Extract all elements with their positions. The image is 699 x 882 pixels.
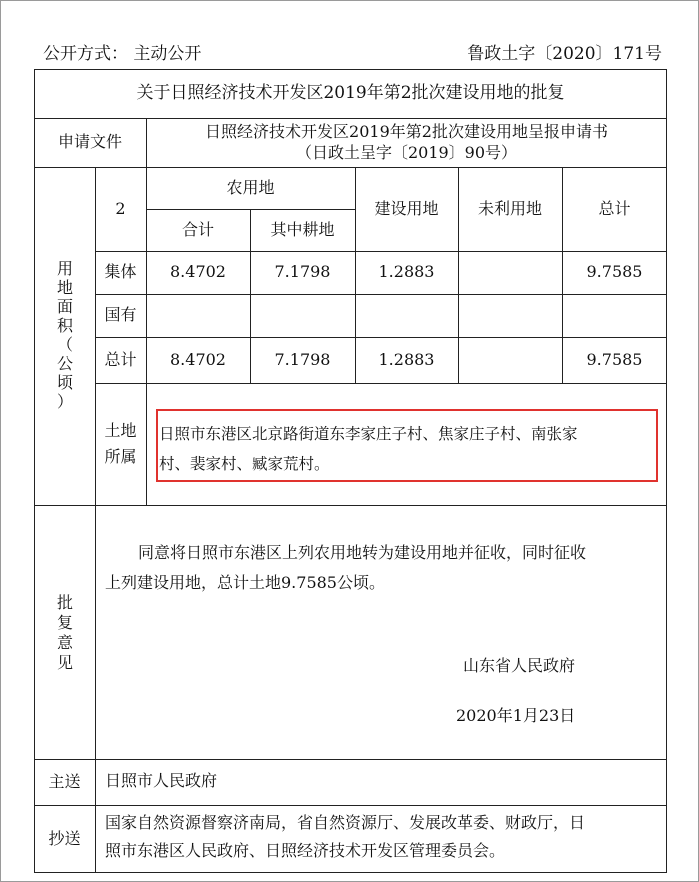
cell-subtotal: 8.4702: [170, 262, 226, 282]
cc-label: 抄送: [48, 828, 81, 848]
application-line2: （日政土呈字〔2019〕90号）: [295, 142, 518, 162]
cell-construction: 1.2883: [378, 262, 435, 282]
col-construction-header: 建设用地: [374, 198, 439, 218]
opinion-text: [105, 538, 660, 598]
main-recipient-label: 主送: [48, 771, 81, 791]
ownership-line1: 日照市东港区北京路街道东李家庄子村、焦家庄子村、南张家: [159, 425, 578, 443]
cell-unused: [458, 251, 562, 294]
cell-unused: [458, 294, 562, 337]
rule-lower-side: [95, 505, 96, 873]
cell-subtotal: [146, 294, 250, 337]
cell-arable: 7.1798: [274, 262, 331, 282]
application-line1: 日照经济技术开发区2019年第2批次建设用地呈报申请书: [205, 121, 608, 141]
col-arable-header: 其中耕地: [270, 219, 335, 239]
row-label: 集体: [104, 262, 137, 282]
cc-line2: 照市东港区人民政府、日照经济技术开发区管理委员会。: [105, 841, 506, 860]
rule-recipient-bottom: [34, 805, 667, 806]
ownership-label: 土地 所属: [104, 421, 137, 466]
cell-total: 9.7585: [586, 262, 643, 282]
cell-subtotal: 8.4702: [170, 349, 226, 369]
cell-total: 9.7585: [586, 349, 643, 369]
application-value: [146, 118, 667, 167]
document-title: 关于日照经济技术开发区2019年第2批次建设用地的批复: [136, 83, 565, 104]
col-unused-header: 未利用地: [477, 198, 542, 218]
cell-total: [562, 294, 667, 337]
cell-construction: 1.2883: [378, 349, 435, 369]
col-subtotal-header: 合计: [181, 219, 214, 239]
opinion-line1: 同意将日照市东港区上列农用地转为建设用地并征收，同时征收: [138, 543, 587, 562]
cc-line1: 国家自然资源督察济南局，省自然资源厅、发展改革委、财政厅，日: [105, 813, 586, 832]
main-recipient-value: 日照市人民政府: [105, 771, 218, 790]
col-total-header: 总计: [598, 198, 631, 218]
document-number: 鲁政土字〔2020〕171号: [467, 44, 662, 64]
area-side-label: 用 地 面 积 （ 公 顷 ）: [56, 259, 73, 411]
highlight-annotation-box: [156, 409, 658, 482]
approval-date: 2020年1月23日: [456, 706, 576, 725]
ownership-line2: 村、裴家村、臧家荒村。: [159, 455, 330, 473]
row-label: 国有: [104, 305, 137, 325]
disclosure-method: 公开方式： 主动公开: [43, 44, 202, 64]
signer: 山东省人民政府: [463, 656, 576, 675]
cell-arable: [250, 294, 355, 337]
rule-opinion-bottom: [34, 759, 667, 760]
opinion-line2: 上列建设用地，总计土地9.7585公顷。: [105, 573, 385, 592]
cc-text: [105, 809, 663, 865]
rule-area-bottom: [34, 505, 667, 506]
application-label: 申请文件: [57, 132, 122, 152]
row-label: 总计: [104, 349, 137, 369]
batch-number: 2: [115, 198, 126, 218]
rule-row3-bottom: [95, 383, 667, 384]
farmland-header: 农用地: [226, 177, 275, 197]
cell-construction: [355, 294, 458, 337]
cell-unused: [458, 337, 562, 383]
opinion-side-label: 批 复 意 见: [56, 593, 73, 672]
cell-arable: 7.1798: [274, 349, 331, 369]
